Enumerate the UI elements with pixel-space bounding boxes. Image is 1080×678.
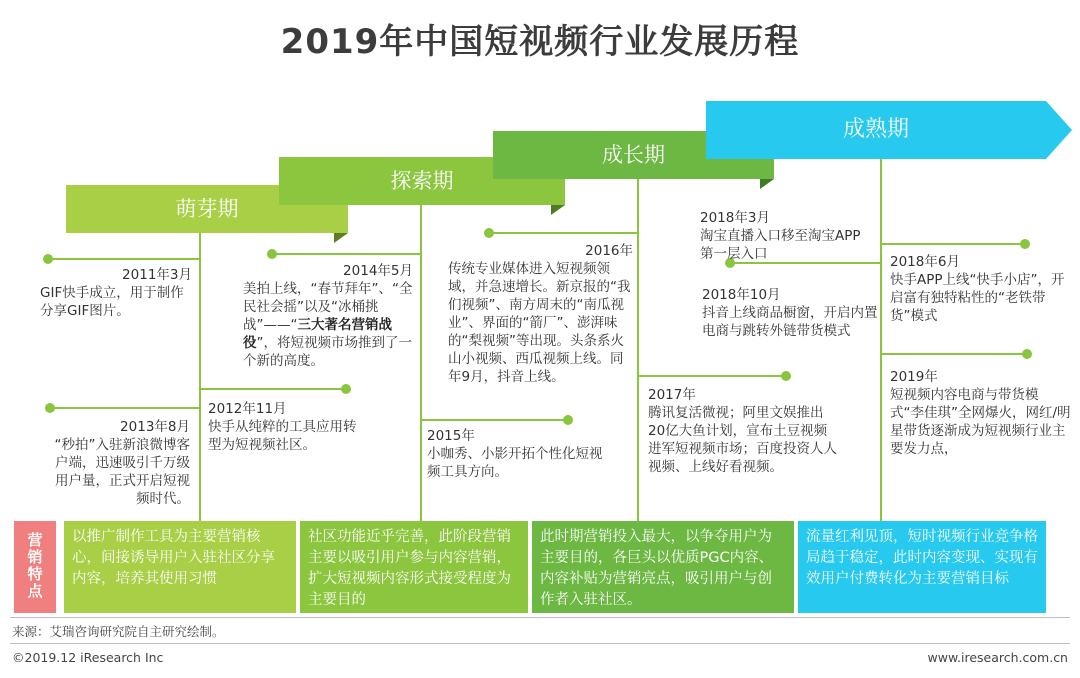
marketing-box-explore bbox=[300, 521, 528, 613]
event-date: 2015年 bbox=[427, 428, 475, 444]
marketing-label bbox=[14, 521, 56, 613]
timeline-dot bbox=[341, 384, 351, 394]
event-2016 bbox=[448, 242, 633, 386]
event-2015 bbox=[427, 427, 607, 481]
marketing-text: 以推广制作工具为主要营销核心，间接诱导用户入驻社区分享内容，培养其使用习惯 bbox=[72, 529, 275, 587]
connector-line bbox=[638, 375, 786, 377]
marketing-text: 此时期营销投入最大，以争夺用户为主要目的，各巨头以优质PGC内容、内容补贴为营销亮点，吸引用户与创作者入驻社区。 bbox=[540, 529, 774, 608]
timeline-dot bbox=[781, 371, 791, 381]
copyright: ©2019.12 iResearch Inc bbox=[12, 650, 164, 665]
page-title: 2019年中国短视频行业发展历程 bbox=[280, 22, 800, 62]
stage-explore-label: 探索期 bbox=[390, 169, 454, 193]
timeline-dot bbox=[1022, 349, 1032, 359]
marketing-text: 社区功能近乎完善，此阶段营销主要以吸引用户参与内容营销，扩大短视频内容形式接受程度为主要目的 bbox=[308, 529, 511, 608]
marketing-box-sprout bbox=[64, 521, 296, 613]
event-date: 2012年11月 bbox=[208, 401, 287, 417]
event-text-pre: 美拍上线，“春节拜年”、“全民社会摇”以及“冰桶挑战”——“ bbox=[243, 281, 413, 333]
website-link[interactable]: www.iresearch.com.cn bbox=[927, 650, 1068, 665]
stage-sprout-label: 萌芽期 bbox=[175, 197, 239, 221]
timeline-dot bbox=[484, 228, 494, 238]
timeline-dot bbox=[43, 254, 53, 264]
stage-mature-label: 成熟期 bbox=[842, 117, 909, 142]
event-date: 2018年10月 bbox=[702, 287, 781, 303]
timeline-dot bbox=[563, 415, 573, 425]
event-text-bold: 三大著名营销战役 bbox=[243, 317, 392, 351]
marketing-label-text: 营销特点 bbox=[27, 531, 43, 600]
stage-sprout-fold bbox=[334, 233, 348, 243]
timeline-line bbox=[637, 179, 639, 523]
event-2018-06 bbox=[890, 253, 1070, 325]
timeline-dot bbox=[1020, 239, 1030, 249]
event-date: 2018年6月 bbox=[890, 254, 960, 270]
footer-divider bbox=[10, 643, 1070, 644]
event-2011-03 bbox=[40, 266, 192, 320]
event-text: 短视频内容电商与带货模式“李佳琪”全网爆火，网红/明星带货逐渐成为短视频行业主要发力点， bbox=[890, 387, 1071, 457]
marketing-box-growth bbox=[532, 521, 794, 613]
event-date: 2018年3月 bbox=[700, 210, 770, 226]
source-note: 来源：艾瑞咨询研究院自主研究绘制。 bbox=[12, 624, 225, 639]
footer-divider bbox=[10, 617, 1070, 618]
event-date: 2013年8月 bbox=[120, 419, 190, 435]
connector-line bbox=[489, 232, 638, 234]
event-2018-10 bbox=[702, 286, 878, 340]
event-date: 2014年5月 bbox=[343, 263, 413, 279]
event-text: 小咖秀、小影开拓个性化短视频工具方向。 bbox=[427, 446, 603, 480]
stage-growth-label: 成长期 bbox=[602, 143, 665, 167]
event-2019 bbox=[890, 368, 1072, 458]
connector-line bbox=[48, 258, 200, 260]
event-2018-03 bbox=[700, 209, 870, 263]
event-text: 快手从纯粹的工具应用转型为短视频社区。 bbox=[208, 419, 357, 453]
connector-line bbox=[881, 353, 1027, 355]
event-text: 传统专业媒体进入短视频领域，并急速增长。新京报的“我们视频”、南方周末的“南瓜视业”、界面的“箭厂”、澎湃味的“梨视频”等出现。头条系火山小视频、西瓜视频上线。同年9月，抖音上线。 bbox=[448, 261, 631, 385]
timeline-line bbox=[199, 233, 201, 523]
event-text: 腾讯复活微视；阿里文娱推出20亿大鱼计划，宣布土豆视频进军短视频市场；百度投资人人视频、上线好看视频。 bbox=[648, 405, 837, 475]
connector-line bbox=[50, 407, 200, 409]
stage-explore-fold bbox=[551, 205, 565, 215]
event-date: 2019年 bbox=[890, 369, 938, 385]
event-date: 2017年 bbox=[648, 387, 696, 403]
event-text: GIF快手成立，用于制作分享GIF图片。 bbox=[40, 285, 184, 319]
timeline-line bbox=[880, 159, 882, 523]
event-2014-05 bbox=[243, 262, 413, 370]
event-text: “秒拍”入驻新浪微博客户端，迅速吸引千万级用户量，正式开启短视频时代。 bbox=[54, 437, 190, 507]
event-text: 抖音上线商品橱窗，开启内置电商与跳转外链带货模式 bbox=[702, 305, 878, 339]
marketing-box-mature bbox=[798, 521, 1046, 613]
connector-line bbox=[272, 253, 421, 255]
event-text: 快手APP上线“快手小店”，开启富有独特粘性的“老铁带货”模式 bbox=[890, 272, 1065, 324]
event-2017 bbox=[648, 386, 838, 476]
connector-line bbox=[200, 388, 346, 390]
timeline-dot bbox=[45, 403, 55, 413]
event-date: 2011年3月 bbox=[122, 267, 192, 283]
event-2012-11 bbox=[208, 400, 358, 454]
event-date: 2016年 bbox=[585, 243, 633, 259]
event-2013-08 bbox=[48, 418, 190, 508]
connector-line bbox=[881, 243, 1025, 245]
event-text: 淘宝直播入口移至淘宝APP第一层入口 bbox=[700, 228, 861, 262]
stage-growth-fold bbox=[760, 179, 774, 189]
marketing-text: 流量红利见顶，短时视频行业竞争格局趋于稳定，此时内容变现、实现有效用户付费转化为主要营销目标 bbox=[806, 529, 1038, 587]
connector-line bbox=[421, 419, 568, 421]
timeline-dot bbox=[267, 249, 277, 259]
event-text-post: ”，将短视频市场推到了一个新的高度。 bbox=[243, 335, 412, 369]
